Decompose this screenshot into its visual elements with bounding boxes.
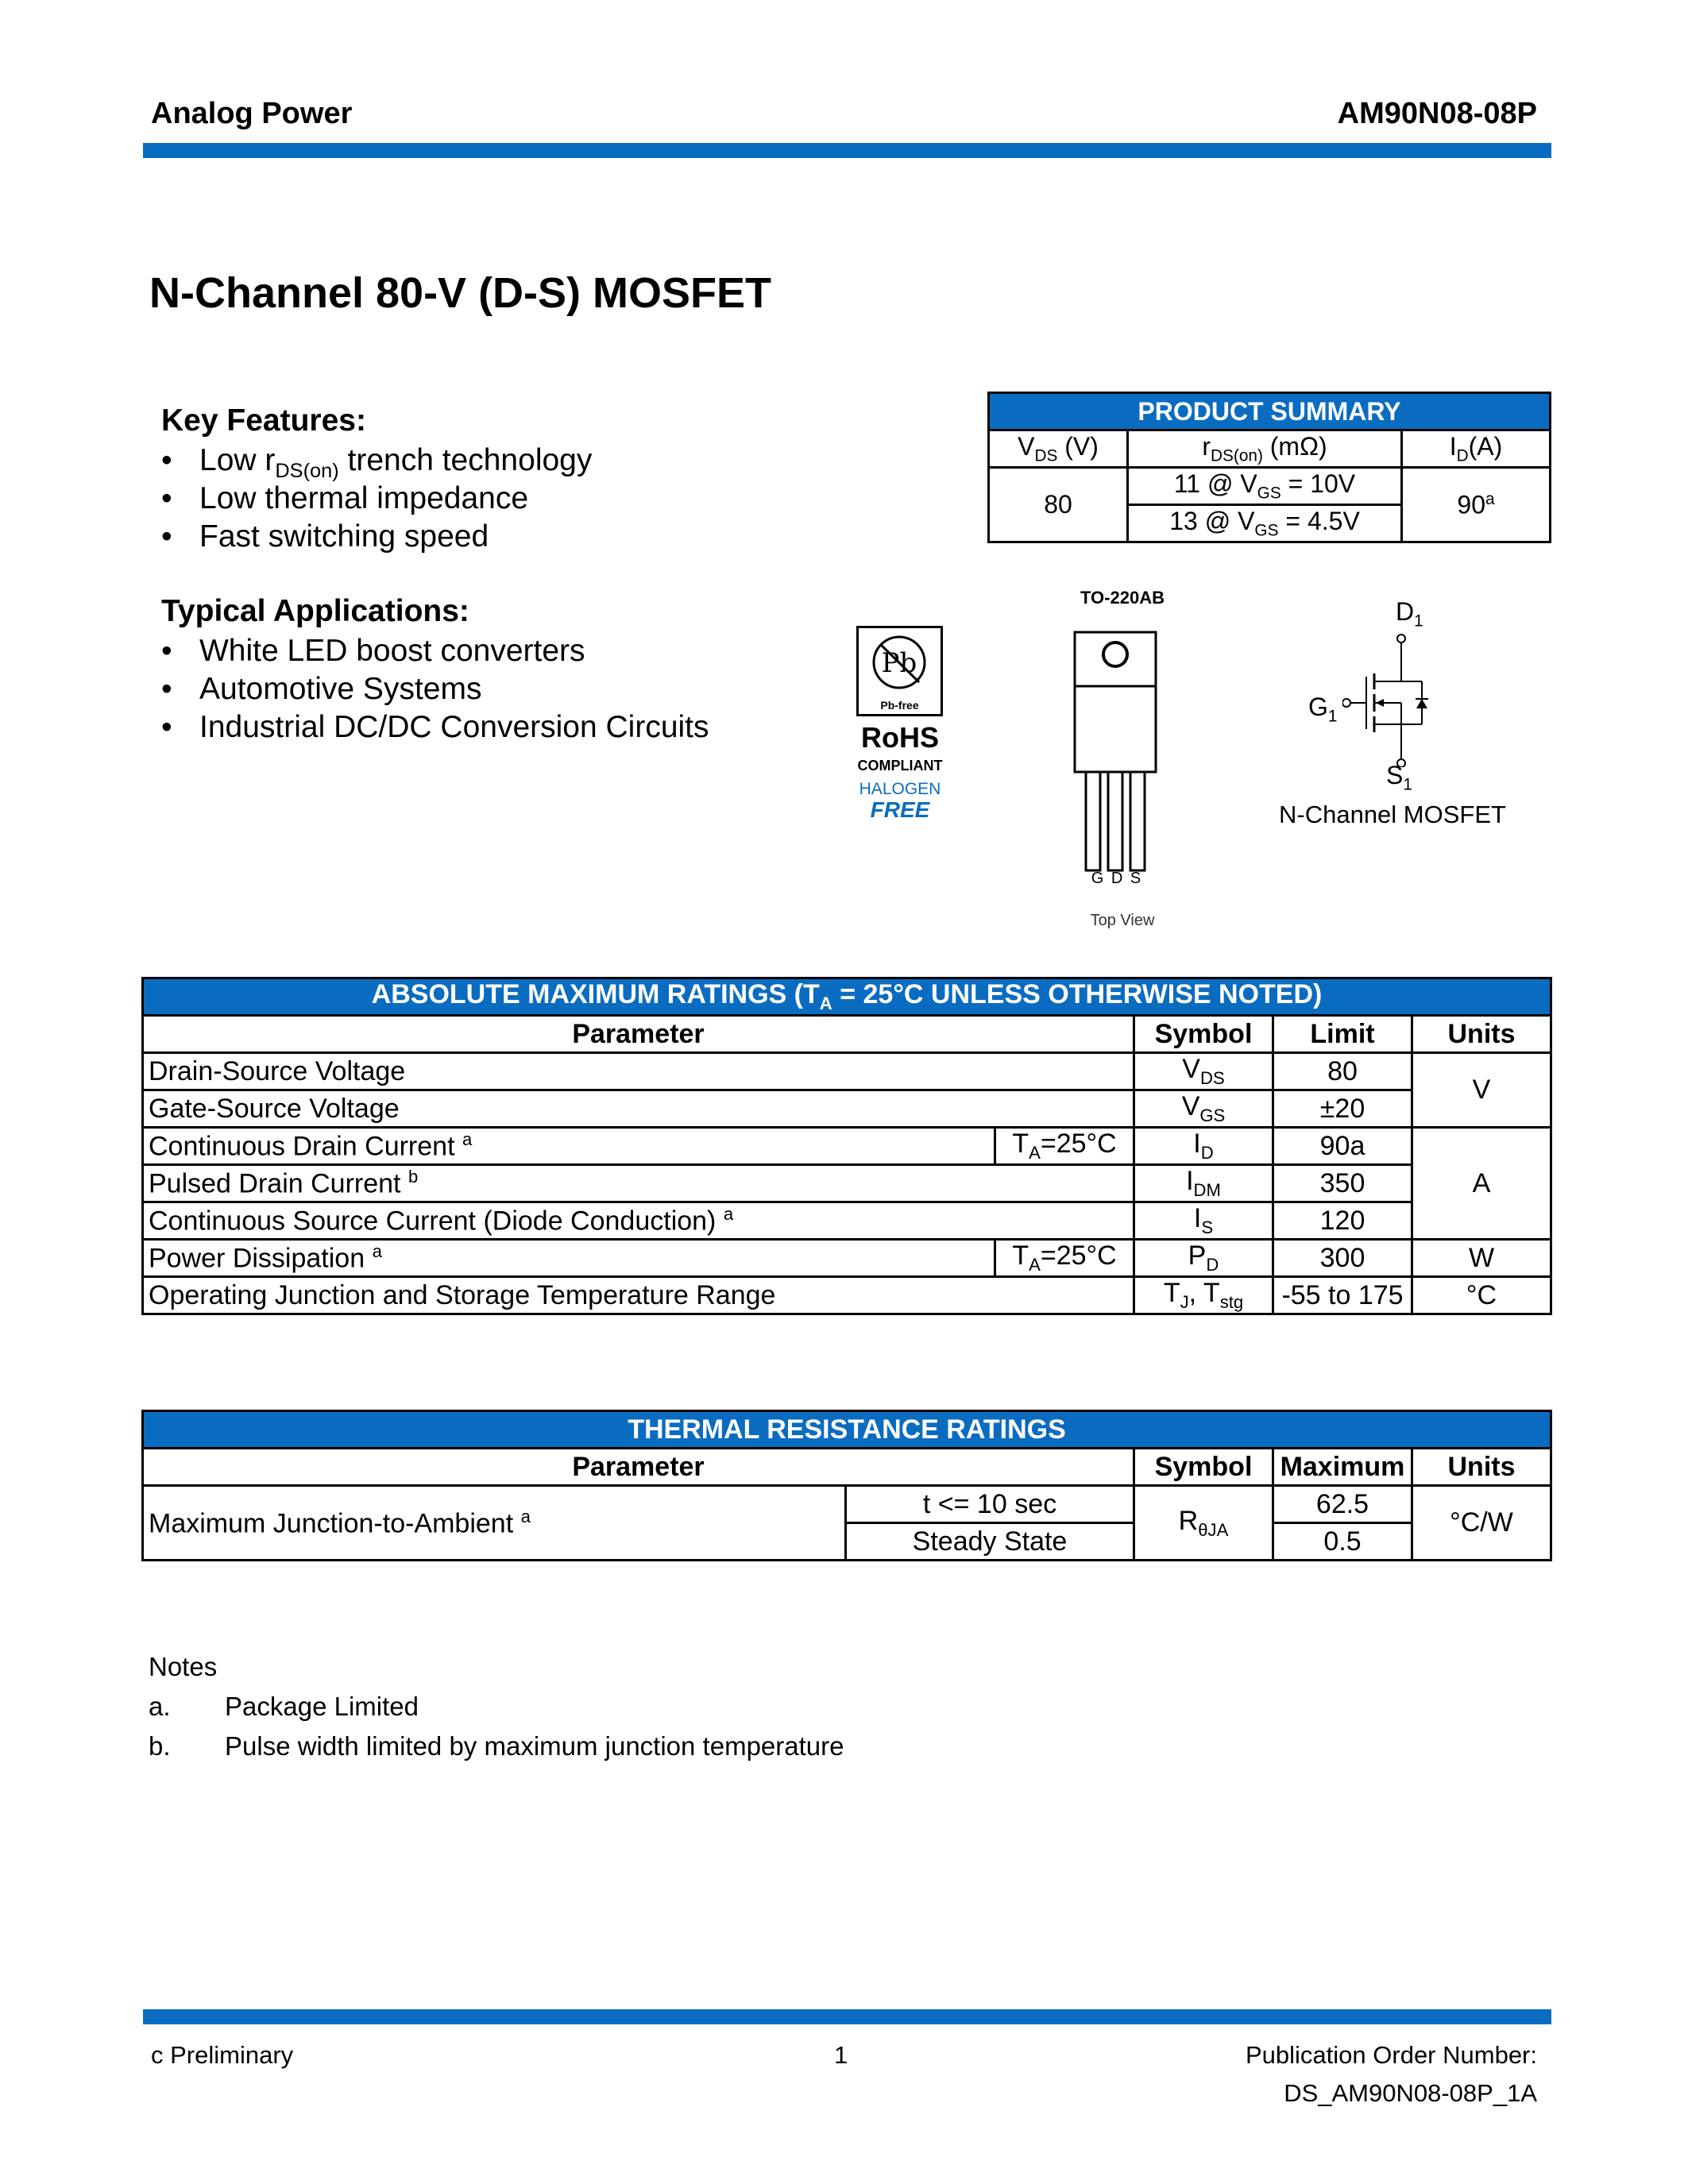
product-summary-title: PRODUCT SUMMARY	[989, 393, 1551, 430]
param-cell: Continuous Drain Current $^a$	[143, 1128, 995, 1165]
key-features-list	[161, 442, 592, 556]
condition-cell: $T_A=25^\circ C$	[995, 1240, 1134, 1277]
limit-cell: ±20	[1273, 1090, 1412, 1128]
source-label: $S_1$	[1386, 761, 1412, 794]
publication-number: DS_AM90N08-08P_1A	[1284, 2079, 1537, 2107]
pb-symbol: Pb	[881, 647, 917, 679]
note-a-text: Package Limited	[225, 1692, 419, 1721]
key-features-heading: Key Features:	[161, 403, 366, 438]
rds-value-1: 11 @ $V_{GS} = 10V$	[1128, 468, 1402, 505]
company-name: Analog Power	[151, 97, 353, 130]
typical-applications-list	[161, 632, 709, 747]
param-cell: Drain-Source Voltage	[143, 1053, 1134, 1090]
param-cell: Gate-Source Voltage	[143, 1090, 1134, 1128]
publication-label: Publication Order Number:	[1246, 2041, 1537, 2069]
table-row	[143, 1202, 1551, 1240]
limit-cell: -55 to 175	[1273, 1277, 1412, 1314]
units-cell: °C/W	[1412, 1486, 1551, 1561]
limit-cell: 350	[1273, 1165, 1412, 1202]
halogen-label: HALOGEN	[859, 780, 941, 798]
symbol-cell: $P_D$	[1134, 1240, 1273, 1277]
header-parameter: Parameter	[143, 1449, 1134, 1486]
col-vds: $V_{DS}$ (V)	[989, 430, 1128, 468]
table-row	[143, 1128, 1551, 1165]
symbol-cell: $I_{DM}$	[1134, 1165, 1273, 1202]
limit-cell: 80	[1273, 1053, 1412, 1090]
maximum-cell: 62.5	[1273, 1486, 1412, 1523]
rds-value-2: 13 @ $V_{GS} = 4.5V$	[1128, 505, 1402, 542]
list-item: • White LED boost converters	[161, 634, 585, 668]
halogen-free: FREE	[870, 797, 930, 822]
table-row	[143, 1277, 1551, 1314]
drain-label: $D_1$	[1396, 597, 1423, 631]
condition-cell: t <= 10 sec	[846, 1486, 1134, 1523]
units-cell: A	[1412, 1128, 1551, 1240]
maximum-cell: 0.5	[1273, 1523, 1412, 1561]
thermal-resistance-table	[141, 1410, 1552, 1561]
list-item: • Fast switching speed	[161, 519, 489, 554]
param-cell: Continuous Source Current (Diode Conduction) $^a$	[143, 1202, 1134, 1240]
note-b-label: b.	[149, 1731, 171, 1761]
table-row	[143, 1090, 1551, 1128]
pb-free-badge	[856, 626, 943, 716]
pb-free-label: Pb-free	[880, 699, 919, 712]
vds-value: 80	[989, 468, 1128, 542]
header-limit: Limit	[1273, 1016, 1412, 1053]
absolute-max-ratings-table	[141, 977, 1552, 1315]
footer-divider	[143, 2009, 1551, 2024]
package-name: TO-220AB	[1080, 588, 1165, 608]
col-rds: $r_{DS(on)}$ (mΩ)	[1128, 430, 1402, 468]
notes-heading: Notes	[149, 1652, 218, 1681]
list-item: • Industrial DC/DC Conversion Circuits	[161, 710, 709, 744]
pb-free-icon	[859, 628, 941, 695]
header-symbol: Symbol	[1134, 1016, 1273, 1053]
limit-cell: 90a	[1273, 1128, 1412, 1165]
condition-cell: Steady State	[846, 1523, 1134, 1561]
table-row	[143, 1165, 1551, 1202]
table-row	[143, 1486, 1551, 1523]
header-units: Units	[1412, 1449, 1551, 1486]
header-maximum: Maximum	[1273, 1449, 1412, 1486]
package-view: Top View	[1090, 912, 1155, 929]
symbol-cell: $T_J$, $T_{stg}$	[1134, 1277, 1273, 1314]
rohs-label: RoHS	[861, 721, 939, 754]
abs-max-title: ABSOLUTE MAXIMUM RATINGS ($T_A = 25^\circ C$ UNLESS OTHERWISE NOTED)	[143, 978, 1551, 1016]
symbol-cell: $R_{\theta JA}$	[1134, 1486, 1273, 1561]
to220-package-icon	[1068, 619, 1172, 874]
header-parameter: Parameter	[143, 1016, 1134, 1053]
mosfet-symbol-icon	[1342, 632, 1438, 767]
col-id: $I_D(A)$	[1402, 430, 1551, 468]
header-divider	[143, 143, 1551, 158]
list-item: • Low $r_{DS(on)}$ trench technology	[161, 443, 593, 482]
units-cell: V	[1412, 1053, 1551, 1128]
condition-cell: $T_A=25^\circ C$	[995, 1128, 1134, 1165]
units-cell: °C	[1412, 1277, 1551, 1314]
param-cell: Pulsed Drain Current $^b$	[143, 1165, 1134, 1202]
symbol-cell: $I_S$	[1134, 1202, 1273, 1240]
rohs-compliant: COMPLIANT	[857, 758, 943, 774]
schematic-caption: N-Channel MOSFET	[1279, 801, 1506, 828]
symbol-cell: $V_{GS}$	[1134, 1090, 1273, 1128]
gate-label: $G_1$	[1308, 693, 1338, 726]
param-cell: Maximum Junction-to-Ambient $^a$	[143, 1486, 846, 1561]
product-summary-table	[987, 392, 1551, 543]
footer-status: c Preliminary	[151, 2041, 294, 2069]
typical-applications-heading: Typical Applications:	[161, 594, 469, 628]
thermal-title: THERMAL RESISTANCE RATINGS	[143, 1411, 1551, 1449]
units-cell: W	[1412, 1240, 1551, 1277]
part-number: AM90N08-08P	[1337, 97, 1537, 130]
symbol-cell: $I_D$	[1134, 1128, 1273, 1165]
page-title: N-Channel 80-V (D-S) MOSFET	[149, 269, 772, 317]
limit-cell: 120	[1273, 1202, 1412, 1240]
header-units: Units	[1412, 1016, 1551, 1053]
param-cell: Power Dissipation $^a$	[143, 1240, 995, 1277]
note-b-text: Pulse width limited by maximum junction temperature	[225, 1731, 844, 1761]
package-pins: G D S	[1091, 870, 1143, 887]
list-item: • Low thermal impedance	[161, 481, 529, 515]
list-item: • Automotive Systems	[161, 672, 482, 706]
page-number: 1	[834, 2041, 848, 2069]
param-cell: Operating Junction and Storage Temperature Range	[143, 1277, 1134, 1314]
id-value: 90$^a$	[1402, 468, 1551, 542]
table-row	[143, 1053, 1551, 1090]
symbol-cell: $V_{DS}$	[1134, 1053, 1273, 1090]
header-symbol: Symbol	[1134, 1449, 1273, 1486]
note-a-label: a.	[149, 1692, 171, 1721]
limit-cell: 300	[1273, 1240, 1412, 1277]
table-row	[143, 1240, 1551, 1277]
